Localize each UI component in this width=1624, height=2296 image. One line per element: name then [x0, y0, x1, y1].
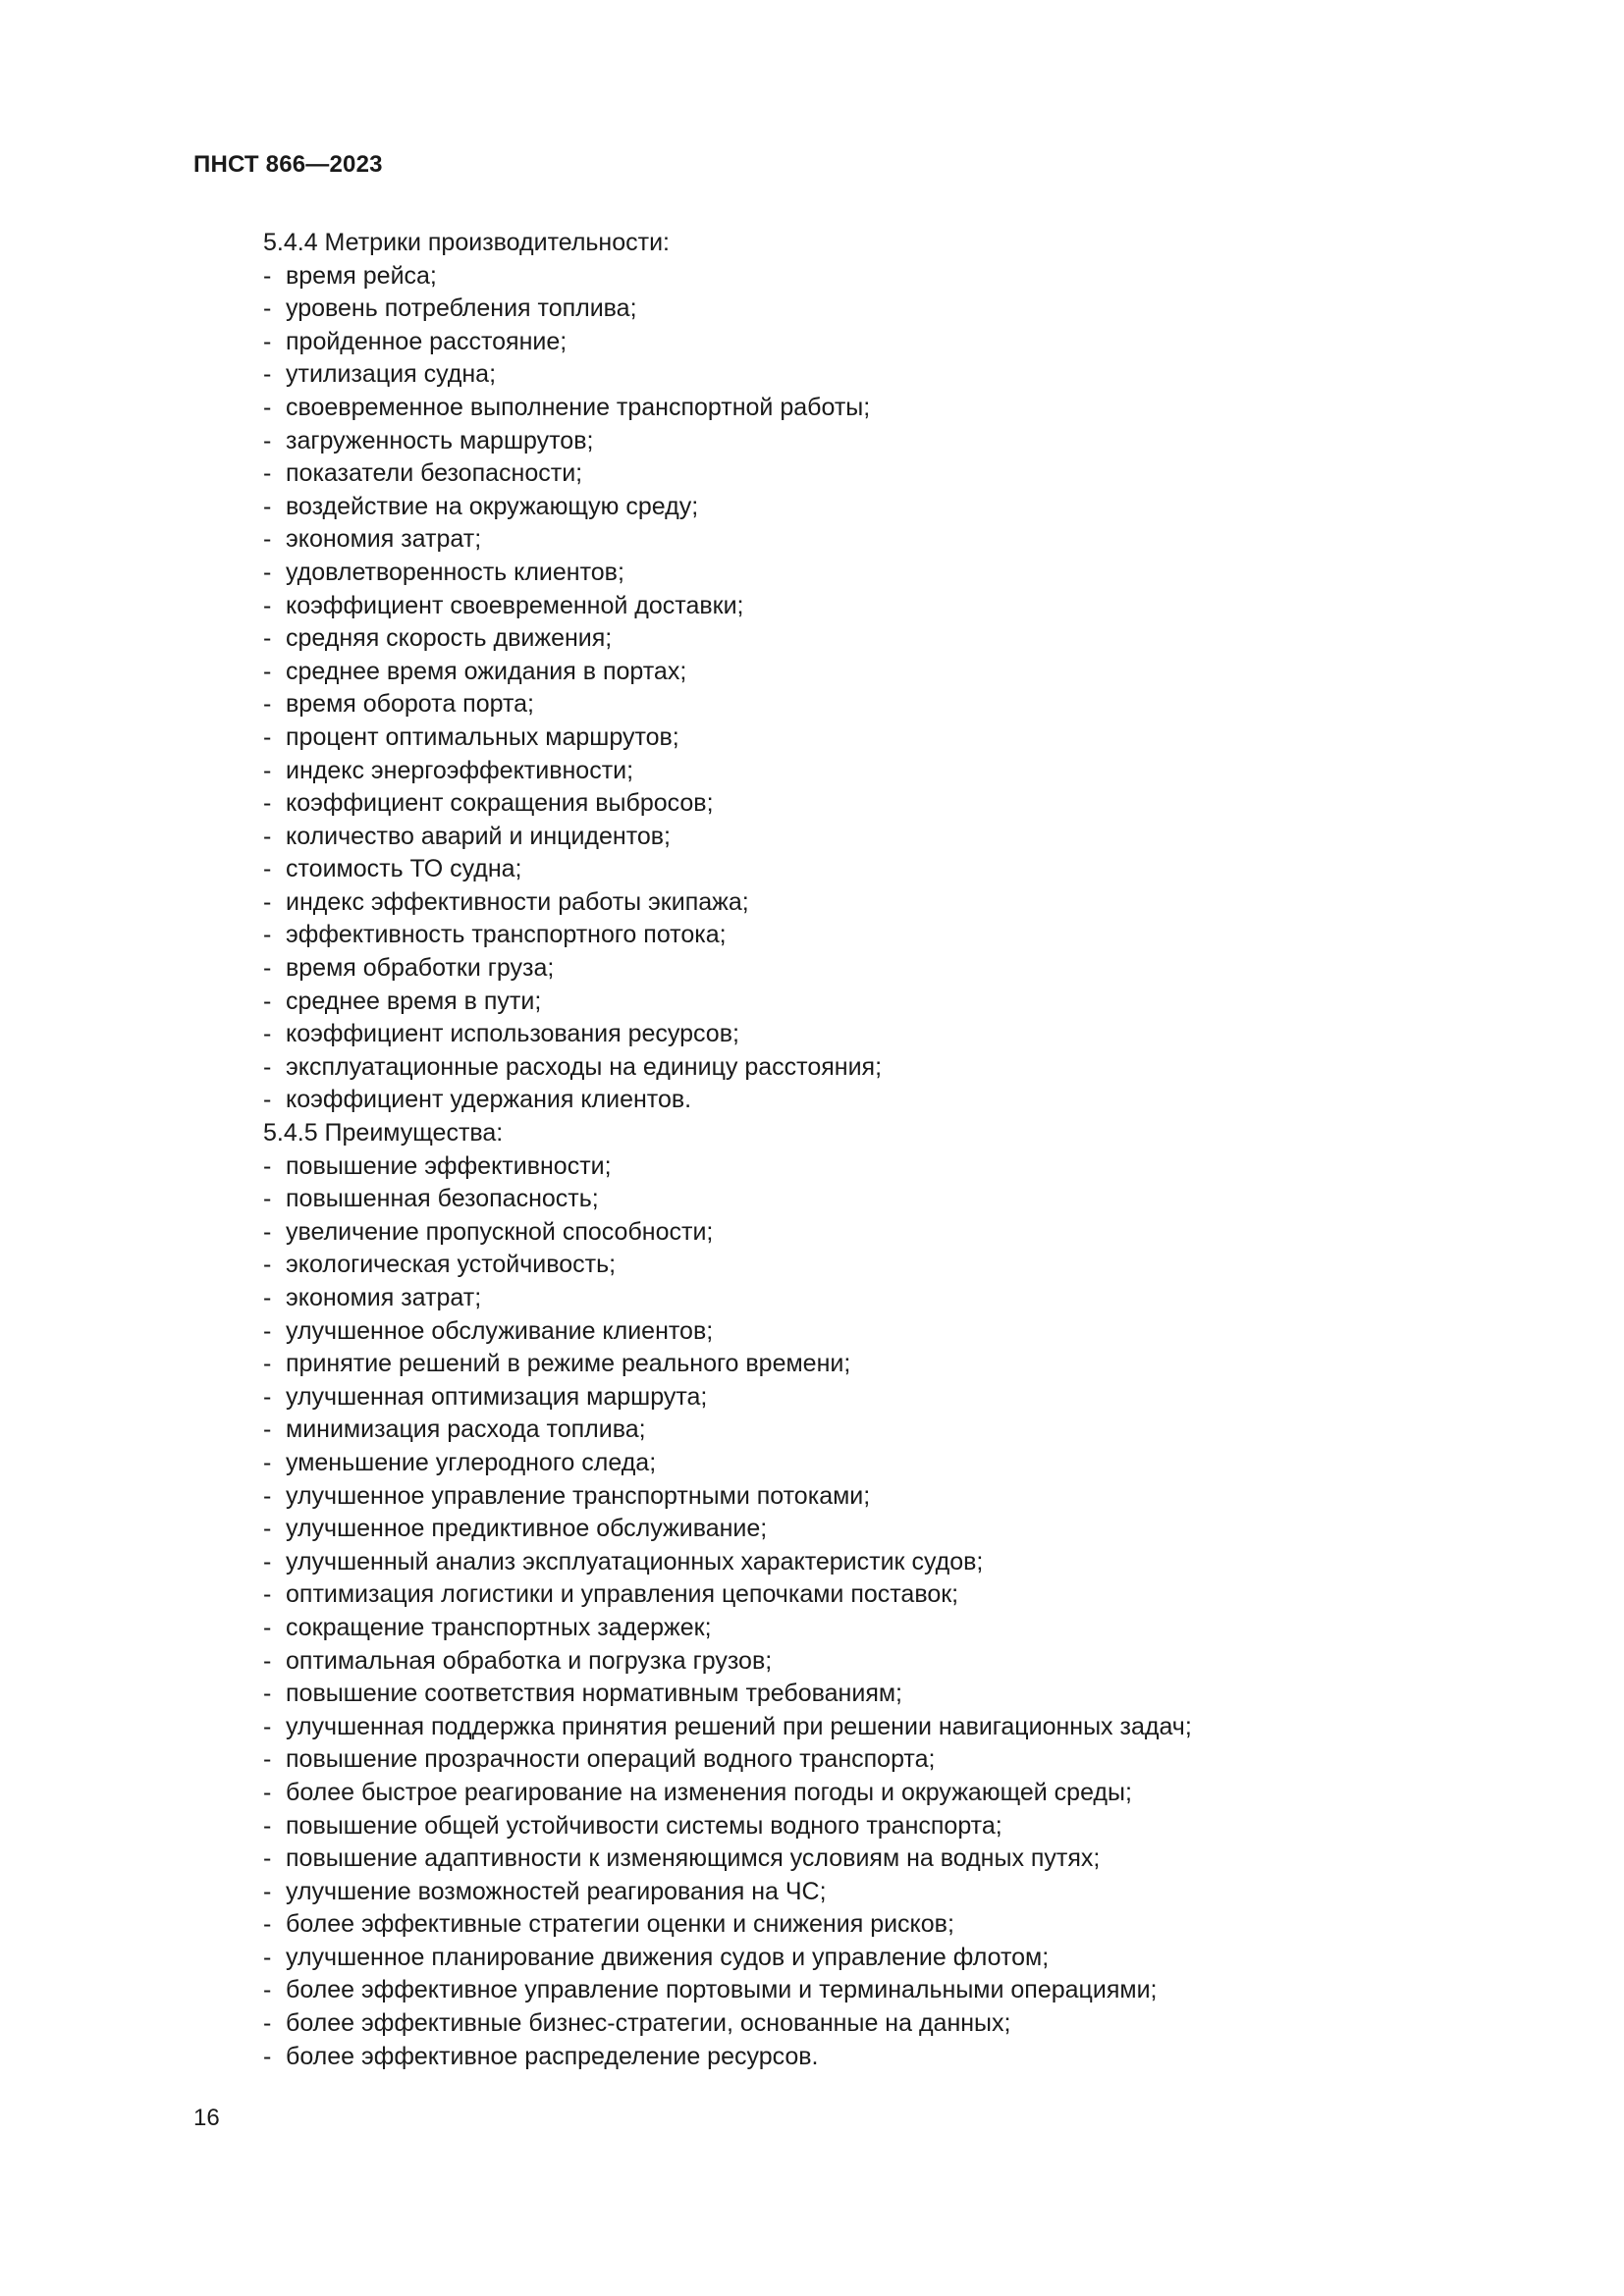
list-item: - улучшенная поддержка принятия решений при решении навигационных задач; [263, 1711, 1481, 1744]
list-item: - эксплуатационные расходы на единицу расстояния; [263, 1051, 1481, 1085]
list-item: - оптимальная обработка и погрузка грузов; [263, 1645, 1481, 1679]
list-item: - коэффициент использования ресурсов; [263, 1018, 1481, 1051]
list-item: - более быстрое реагирование на изменения погоды и окружающей среды; [263, 1777, 1481, 1810]
list-item: - повышенная безопасность; [263, 1183, 1481, 1216]
list-item: - коэффициент своевременной доставки; [263, 590, 1481, 623]
list-item: - своевременное выполнение транспортной работы; [263, 392, 1481, 425]
list-item: - повышение прозрачности операций водного транспорта; [263, 1743, 1481, 1777]
list-item: - улучшенное предиктивное обслуживание; [263, 1513, 1481, 1546]
list-item: - экономия затрат; [263, 523, 1481, 557]
list-item: - утилизация судна; [263, 358, 1481, 392]
performance-metrics-list [263, 260, 1481, 1117]
list-item: - процент оптимальных маршрутов; [263, 721, 1481, 755]
list-item: - оптимизация логистики и управления цепочками поставок; [263, 1578, 1481, 1612]
list-item: - повышение общей устойчивости системы водного транспорта; [263, 1810, 1481, 1843]
list-item: - загруженность маршрутов; [263, 425, 1481, 458]
list-item: - более эффективное управление портовыми и терминальными операциями; [263, 1974, 1481, 2007]
document-code-header: ПНСТ 866—2023 [193, 151, 383, 178]
list-item: - уровень потребления топлива; [263, 293, 1481, 326]
list-item: - среднее время в пути; [263, 986, 1481, 1019]
list-item: - сокращение транспортных задержек; [263, 1612, 1481, 1645]
list-item: - улучшенное планирование движения судов и управление флотом; [263, 1942, 1481, 1975]
list-item: - более эффективное распределение ресурсов. [263, 2041, 1481, 2074]
list-item: - индекс энергоэффективности; [263, 755, 1481, 788]
list-item: - повышение адаптивности к изменяющимся условиям на водных путях; [263, 1842, 1481, 1876]
list-item: - более эффективные стратегии оценки и снижения рисков; [263, 1908, 1481, 1942]
section-title-performance-metrics: 5.4.4 Метрики производительности: [263, 229, 671, 256]
list-item: - улучшенный анализ эксплуатационных характеристик судов; [263, 1546, 1481, 1579]
list-item: - показатели безопасности; [263, 457, 1481, 491]
list-item: - улучшенное обслуживание клиентов; [263, 1315, 1481, 1349]
list-item: - минимизация расхода топлива; [263, 1414, 1481, 1447]
list-item: - более эффективные бизнес-стратегии, основанные на данных; [263, 2007, 1481, 2041]
list-item: - среднее время ожидания в портах; [263, 656, 1481, 689]
list-item: - время обработки груза; [263, 952, 1481, 986]
list-item: - повышение соответствия нормативным требованиям; [263, 1678, 1481, 1711]
list-item: - уменьшение углеродного следа; [263, 1447, 1481, 1480]
list-item: - коэффициент удержания клиентов. [263, 1084, 1481, 1117]
page-number: 16 [193, 2105, 220, 2131]
list-item: - воздействие на окружающую среду; [263, 491, 1481, 524]
list-item: - улучшенная оптимизация маршрута; [263, 1381, 1481, 1415]
list-item: - эффективность транспортного потока; [263, 919, 1481, 952]
advantages-list [263, 1150, 1481, 2074]
list-item: - улучшенное управление транспортными потоками; [263, 1480, 1481, 1514]
list-item: - время оборота порта; [263, 688, 1481, 721]
list-item: - увеличение пропускной способности; [263, 1216, 1481, 1250]
page-content [263, 227, 1481, 2073]
list-item: - удовлетворенность клиентов; [263, 557, 1481, 590]
list-item: - пройденное расстояние; [263, 326, 1481, 359]
list-item: - время рейса; [263, 260, 1481, 294]
list-item: - стоимость ТО судна; [263, 853, 1481, 886]
list-item: - принятие решений в режиме реального времени; [263, 1348, 1481, 1381]
list-item: - средняя скорость движения; [263, 622, 1481, 656]
list-item: - индекс эффективности работы экипажа; [263, 886, 1481, 920]
list-item: - экономия затрат; [263, 1282, 1481, 1315]
list-item: - коэффициент сокращения выбросов; [263, 787, 1481, 821]
list-item: - улучшение возможностей реагирования на ЧС; [263, 1876, 1481, 1909]
list-item: - экологическая устойчивость; [263, 1249, 1481, 1282]
list-item: - количество аварий и инцидентов; [263, 821, 1481, 854]
section-title-advantages: 5.4.5 Преимущества: [263, 1119, 504, 1148]
list-item: - повышение эффективности; [263, 1150, 1481, 1184]
